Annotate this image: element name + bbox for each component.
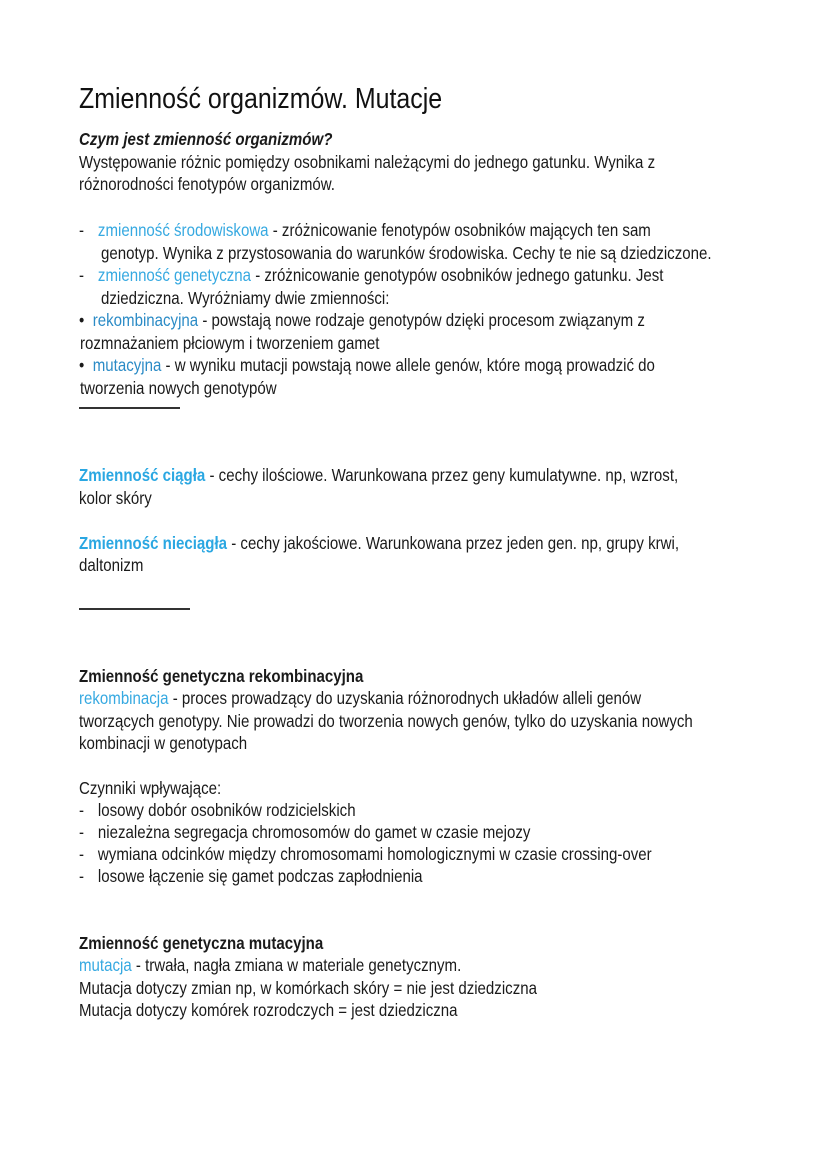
list-item-mutational-cont: tworzenia nowych genotypów xyxy=(80,378,277,398)
dash-marker: - xyxy=(79,844,85,864)
dash-marker: - xyxy=(79,220,85,240)
definition: - cechy jakościowe. Warunkowana przez jeden gen. np, grupy krwi, xyxy=(227,533,680,553)
list-item-environmental xyxy=(79,219,651,241)
factor-text: wymiana odcinków między chromosomami homologicznymi w czasie crossing-over xyxy=(97,844,652,864)
definition: - trwała, nagła zmiana w materiale genetycznym. xyxy=(131,955,462,975)
mutation-line-2: Mutacja dotyczy komórek rozrodczych = jest dziedziczna xyxy=(79,1000,458,1020)
recombination-line-2: kombinacji w genotypach xyxy=(79,733,248,753)
dash-marker: - xyxy=(79,866,85,886)
separator-line xyxy=(79,407,180,409)
factors-label: Czynniki wpływające: xyxy=(79,778,222,798)
definition: - w wyniku mutacji powstają nowe allele genów, które mogą prowadzić do xyxy=(161,355,655,375)
intro-line-2: różnorodności fenotypów organizmów. xyxy=(79,174,335,194)
intro-question: Czym jest zmienność organizmów? xyxy=(79,129,333,149)
continuous-variation xyxy=(79,464,678,486)
term-recombination: rekombinacja xyxy=(79,688,169,708)
list-item-genetic xyxy=(79,264,663,286)
dash-marker: - xyxy=(79,822,85,842)
discontinuous-variation xyxy=(79,532,679,554)
list-item-environmental-cont: genotyp. Wynika z przystosowania do warunków środowiska. Cechy te nie są dziedziczone. xyxy=(101,243,712,263)
list-item-genetic-cont: dziedziczna. Wyróżniamy dwie zmienności: xyxy=(101,288,390,308)
dash-marker: - xyxy=(79,265,85,285)
factor-text: niezależna segregacja chromosomów do gamet w czasie mejozy xyxy=(97,822,531,842)
term-genetic: zmienność genetyczna xyxy=(97,265,252,285)
definition: - zróżnicowanie genotypów osobników jednego gatunku. Jest xyxy=(251,265,664,285)
mutation-line-1: Mutacja dotyczy zmian np, w komórkach skóry = nie jest dziedziczna xyxy=(79,978,537,998)
definition: - powstają nowe rodzaje genotypów dzięki procesom związanym z xyxy=(198,310,645,330)
definition: - zróżnicowanie fenotypów osobników mających ten sam xyxy=(268,220,651,240)
factor-item xyxy=(79,821,530,843)
recombination-definition xyxy=(79,687,641,709)
term-recombinational: rekombinacyjna xyxy=(92,310,199,330)
recombination-line-1: tworzących genotypy. Nie prowadzi do tworzenia nowych genów, tylko do uzyskania nowych xyxy=(79,711,693,731)
term-mutational: mutacyjna xyxy=(92,355,162,375)
definition: - cechy ilościowe. Warunkowana przez geny kumulatywne. np, wzrost, xyxy=(205,465,679,485)
bullet-marker: • xyxy=(79,355,85,375)
factor-text: losowe łączenie się gamet podczas zapłodnienia xyxy=(97,866,423,886)
factor-text: losowy dobór osobników rodzicielskich xyxy=(97,800,356,820)
intro-line-1: Występowanie różnic pomiędzy osobnikami należącymi do jednego gatunku. Wynika z xyxy=(79,152,656,172)
factor-item xyxy=(79,843,652,865)
factor-item xyxy=(79,865,423,887)
dash-marker: - xyxy=(79,800,85,820)
term-environmental: zmienność środowiskowa xyxy=(97,220,269,240)
factor-item xyxy=(79,799,356,821)
term-mutation: mutacja xyxy=(79,955,132,975)
term-continuous: Zmienność ciągła xyxy=(79,465,206,485)
bullet-marker: • xyxy=(79,310,85,330)
section-heading-recombination: Zmienność genetyczna rekombinacyjna xyxy=(79,666,364,686)
page-title: Zmienność organizmów. Mutacje xyxy=(79,83,443,115)
definition: - proces prowadzący do uzyskania różnorodnych układów alleli genów xyxy=(168,688,642,708)
mutation-definition xyxy=(79,954,461,976)
term-discontinuous: Zmienność nieciągła xyxy=(79,533,228,553)
discontinuous-variation-cont: daltonizm xyxy=(79,555,144,575)
separator-line xyxy=(79,608,190,610)
continuous-variation-cont: kolor skóry xyxy=(79,488,152,508)
list-item-recombinational xyxy=(79,309,645,331)
list-item-mutational xyxy=(79,354,655,376)
list-item-recombinational-cont: rozmnażaniem płciowym i tworzeniem gamet xyxy=(80,333,380,353)
section-heading-mutation: Zmienność genetyczna mutacyjna xyxy=(79,933,324,953)
